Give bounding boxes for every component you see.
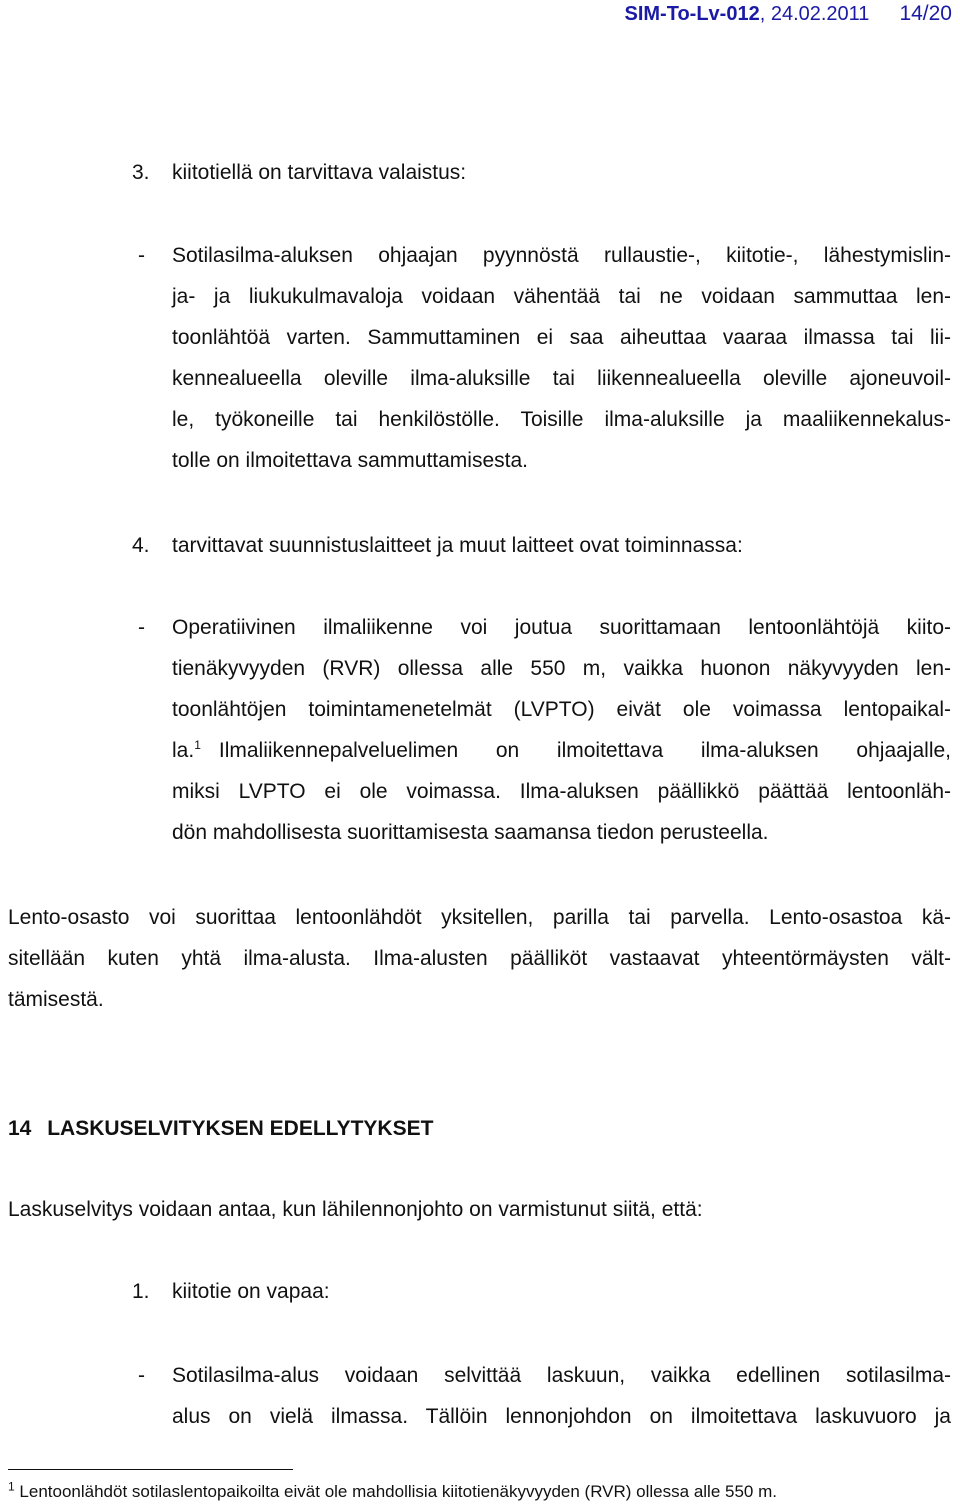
list-item-number: 3.: [132, 161, 150, 184]
text-line: Sotilasilma-aluksen ohjaajan pyynnöstä rullaustie-, kiitotie-, lähestymislin-: [172, 244, 951, 267]
footnote-text: Lentoonlähdöt sotilaslentopaikoilta eivät ole mahdollisia kiitotienäkyvyyden (RVR) ollessa alle 550 m.: [19, 1482, 777, 1501]
text-line: tienäkyvyyden (RVR) ollessa alle 550 m, vaikka huonon näkyvyyden len-: [172, 657, 951, 680]
text-line: tämisestä.: [8, 988, 104, 1011]
body-paragraph: [8, 897, 951, 1020]
text-fragment: la.: [172, 739, 195, 762]
footnote-line-start: [172, 730, 201, 771]
page-header: [625, 2, 953, 32]
text-line: dön mahdollisesta suorittamisesta saamansa tiedon perusteella.: [172, 821, 769, 844]
text-line: tolle on ilmoitettava sammuttamisesta.: [172, 449, 528, 472]
footnote-marker: 1: [8, 1479, 15, 1494]
text-line: toonlähtöä varten. Sammuttaminen ei saa aiheuttaa vaaraa ilmassa tai lii-: [172, 326, 951, 349]
page-number: 14/20: [899, 2, 952, 25]
footnote-separator: [8, 1469, 293, 1470]
body-paragraph: [8, 1189, 951, 1230]
list-item-label: kiitotie on vapaa:: [172, 1280, 330, 1303]
list-item-label: tarvittavat suunnistuslaitteet ja muut laitteet ovat toiminnassa:: [172, 534, 743, 557]
list-item-label: kiitotiellä on tarvittava valaistus:: [172, 161, 467, 184]
text-line: Operatiivinen ilmaliikenne voi joutua suorittamaan lentoonlähtöjä kiito-: [172, 616, 951, 639]
footnote-ref: 1: [194, 738, 201, 752]
text-line: Laskuselvitys voidaan antaa, kun lähilennonjohto on varmistunut siitä, että:: [8, 1198, 703, 1221]
text-fragment: Ilmaliikennepalveluelimen on ilmoitettava ilma-aluksen ohjaajalle,: [218, 739, 951, 762]
document-id: SIM-To-Lv-012: [624, 3, 760, 25]
text-line-with-footnote: [172, 730, 951, 771]
text-line: kennealueella oleville ilma-aluksille tai liikennealueella oleville ajoneuvoil-: [172, 367, 951, 390]
bullet-paragraph: [172, 607, 951, 853]
text-line: toonlähtöjen toimintamenetelmät (LVPTO) eivät ole voimassa lentopaikal-: [172, 698, 951, 721]
footnote: [8, 1480, 777, 1504]
text-line: miksi LVPTO ei ole voimassa. Ilma-aluksen päällikkö päättää lentoonläh-: [172, 780, 951, 803]
text-line: le, työkoneille tai henkilöstölle. Toisille ilma-aluksille ja maaliikennekalus-: [172, 408, 951, 431]
text-line: Sotilasilma-alus voidaan selvittää laskuun, vaikka edellinen sotilasilma-: [172, 1364, 951, 1387]
bullet-paragraph: [172, 235, 951, 481]
bullet-paragraph: [172, 1355, 951, 1437]
bullet-dash: -: [138, 244, 145, 267]
text-line: sitellään kuten yhtä ilma-alusta. Ilma-alusten päälliköt vastaavat yhteentörmäysten vält-: [8, 947, 951, 970]
text-line: ja- ja liukukulmavaloja voidaan vähentää tai ne voidaan sammuttaa len-: [172, 285, 951, 308]
list-item-number: 1.: [132, 1280, 150, 1303]
list-item-number: 4.: [132, 534, 150, 557]
text-line: alus on vielä ilmassa. Tällöin lennonjohdon on ilmoitettava laskuvuoro ja: [172, 1405, 951, 1428]
document-date: , 24.02.2011: [759, 3, 870, 25]
section-heading: [8, 1108, 433, 1149]
text-line: Lento-osasto voi suorittaa lentoonlähdöt yksitellen, parilla tai parvella. Lento-osastoa kä-: [8, 906, 951, 929]
bullet-dash: -: [138, 1364, 145, 1387]
section-number: 14: [8, 1117, 32, 1140]
section-title: LASKUSELVITYKSEN EDELLYTYKSET: [47, 1117, 434, 1140]
bullet-dash: -: [138, 616, 145, 639]
